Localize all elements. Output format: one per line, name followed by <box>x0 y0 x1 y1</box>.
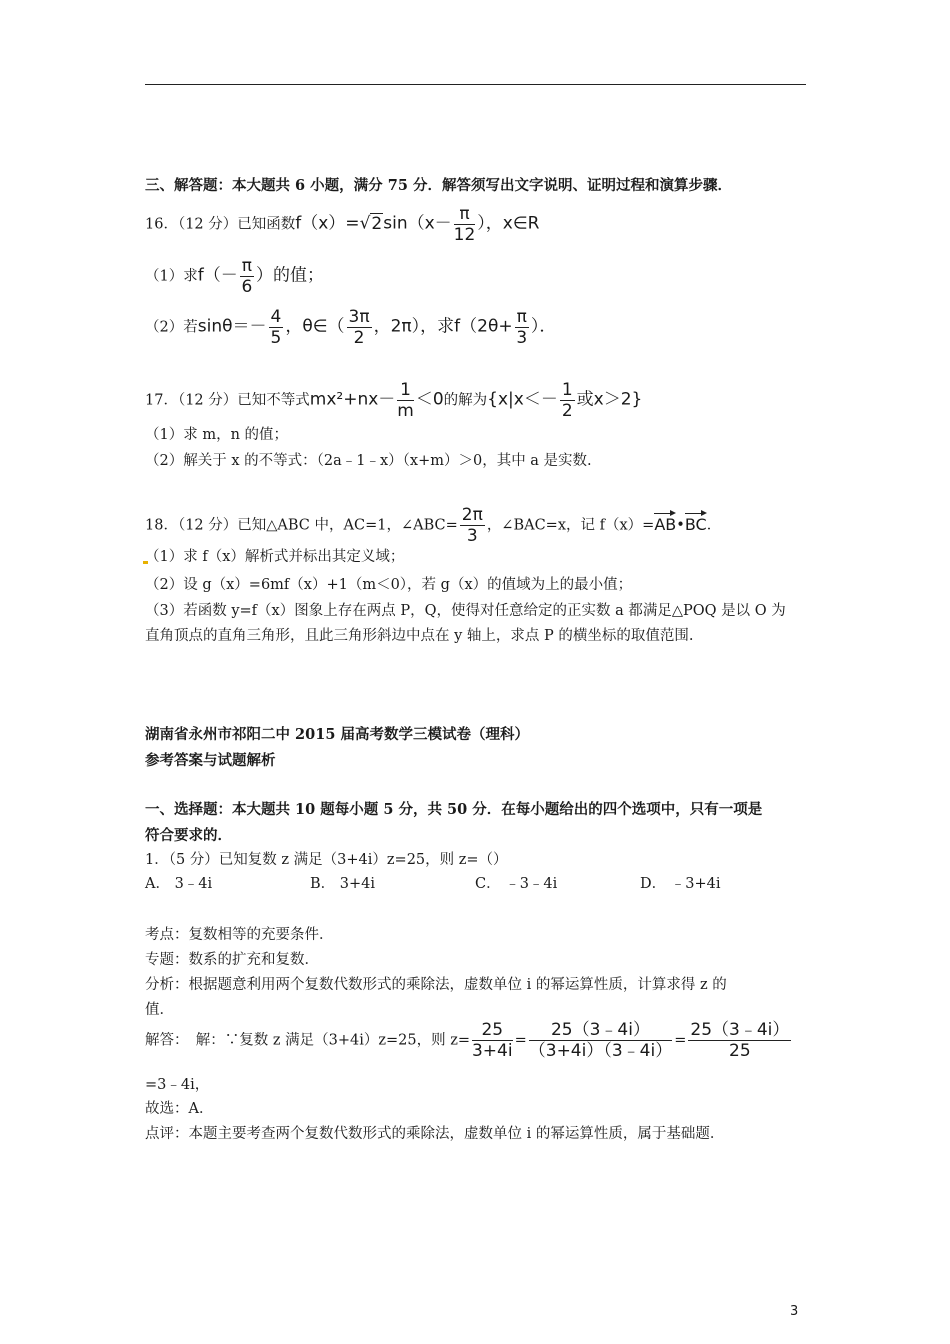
guxuan: 故选：A． <box>145 1101 214 1117</box>
page-number: 3 <box>790 1304 799 1319</box>
fenxi-b: 值． <box>145 1002 174 1018</box>
option-d: D． ﹣3+4i <box>640 876 721 892</box>
q18-part3a: （3）若函数 y=f（x）图象上存在两点 P，Q，使得对任意给定的正实数 a 都满足△POQ 是以 O 为 <box>145 603 786 619</box>
q18-part3b: 直角顶点的直角三角形，且此三角形斜边中点在 y 轴上，求点 P 的横坐标的取值范围. <box>145 628 694 644</box>
fenxi-a: 分析：根据题意利用两个复数代数形式的乘除法，虚数单位 i 的幂运算性质，计算求得 z 的 <box>145 977 727 993</box>
section1-heading-b: 符合要求的． <box>145 827 232 844</box>
fraction: $\frac{\pi}{12}$ <box>453 204 476 245</box>
vector-bc: BC <box>684 514 707 534</box>
q17-part1: （1）求 m，n 的值； <box>145 427 289 443</box>
dianping: 点评：本题主要考查两个复数代数形式的乘除法，虚数单位 i 的幂运算性质，属于基础题． <box>145 1126 725 1142</box>
section3-heading: 三、解答题：本大题共 6 小题，满分 75 分．解答须写出文字说明、证明过程和演算步骤． <box>145 177 732 194</box>
zhuanti: 专题：数系的扩充和复数． <box>145 952 319 968</box>
vector-ab: AB <box>654 514 677 534</box>
q1-stem: 1．（5 分）已知复数 z 满足（3+4i）z=25，则 z=（） <box>145 852 508 868</box>
option-a: A． 3﹣4i <box>145 876 213 892</box>
q1-options <box>145 874 805 894</box>
answers-title: 湖南省永州市祁阳二中 2015 届高考数学三模试卷（理科） <box>145 726 529 743</box>
kaodian: 考点：复数相等的充要条件． <box>145 927 334 943</box>
q16-stem: 16．（12 分）已知函数f（x）=√2sin（x－ $\frac{\pi}{12}$ ），x∈R <box>145 204 540 245</box>
header-rule <box>145 84 806 85</box>
q18-part2: （2）设 g（x）=6mf（x）+1（m＜0），若 g（x）的值域为上的最小值； <box>145 577 633 593</box>
q17-stem: 17．（12 分）已知不等式mx²+nx－ $\frac{1}{m}$ ＜0的解为{x|x＜－ $\frac{1}{2}$ 或x＞2} <box>145 380 643 421</box>
q18-stem: 18．（12 分）已知△ABC 中，AC=1，∠ABC= $\frac{2\pi}{3}$ ，∠BAC=x，记 f（x）=AB•BC． <box>145 505 722 546</box>
section1-heading-a: 一、选择题：本大题共 10 题每小题 5 分，共 50 分．在每小题给出的四个选项中，只有一项是 <box>145 801 763 818</box>
q16-part1: （1）求f（－ $\frac{\pi}{6}$ ）的值； <box>145 256 324 297</box>
answers-subtitle: 参考答案与试题解析 <box>145 752 276 769</box>
option-b: B． 3+4i <box>310 876 376 892</box>
jieda: 解答： 解：∵复数 z 满足（3+4i）z=25，则 z= $\frac{25}{3+4i}$ = $\frac{25(3﹣4i)}{(3+4i)(3﹣4i)}$ = $\frac{25(3﹣4i)}{25}$ <box>145 1020 790 1061</box>
option-c: C． ﹣3﹣4i <box>475 876 558 892</box>
q18-part1: （1）求 f（x）解析式并标出其定义域； <box>145 549 405 565</box>
q17-part2: （2）解关于 x 的不等式：（2a﹣1﹣x）（x+m）＞0，其中 a 是实数. <box>145 453 592 469</box>
q16-part2: （2）若sinθ＝－ $\frac{4}{5}$ ，θ∈（ $\frac{3\pi}{2}$ ，2π），求f（2θ+ $\frac{\pi}{3}$ ）． <box>145 307 557 348</box>
jieda-b: =3﹣4i， <box>145 1077 210 1093</box>
